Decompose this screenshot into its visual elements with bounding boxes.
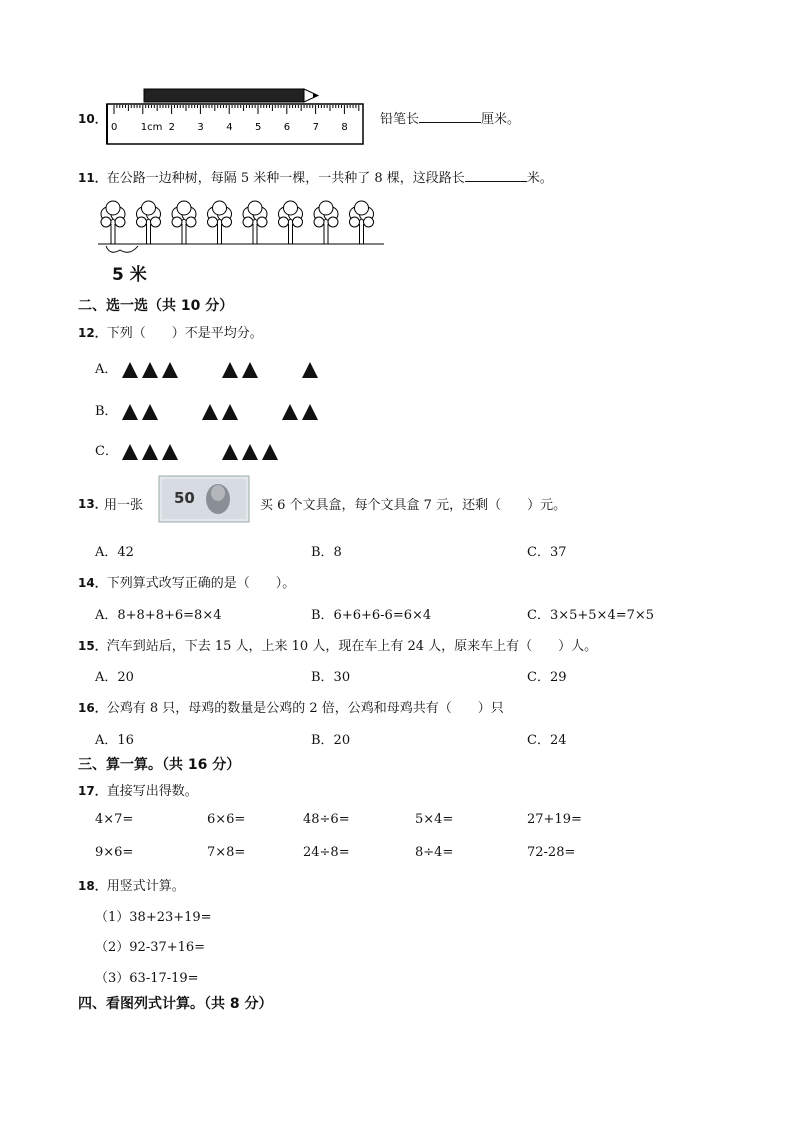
- triangle-icon: [162, 362, 178, 378]
- tree-icon: [101, 201, 125, 244]
- triangle-icon: [142, 404, 158, 420]
- q10-question: [380, 108, 520, 127]
- q17-row2-item-1[interactable]: 9×6=: [95, 845, 134, 860]
- triangle-icon: [282, 404, 298, 420]
- option-label: A．: [95, 362, 118, 377]
- tree-icon: [208, 201, 232, 244]
- q16-option-a[interactable]: A．16: [95, 733, 134, 748]
- triangle-groups: [122, 404, 322, 419]
- section3-title: 三、算一算。（共 16 分）: [78, 757, 241, 773]
- triangle-icon: [122, 404, 138, 420]
- q13-option-b[interactable]: B．8: [311, 545, 342, 560]
- q10-text-after: 厘米。: [481, 112, 521, 127]
- q18-question: [78, 875, 185, 894]
- q18-item-3[interactable]: （3）63-17-19=: [95, 971, 199, 986]
- tree-icon: [279, 201, 303, 244]
- q18-item-1[interactable]: （1）38+23+19=: [95, 910, 212, 925]
- q12-text: 下列（ ）不是平均分。: [106, 326, 263, 341]
- q17-question: [78, 780, 198, 799]
- q17-row2-item-5[interactable]: 72-28=: [527, 845, 576, 860]
- tree-icon: [350, 201, 374, 244]
- q14-option-c[interactable]: C．3×5+5×4=7×5: [527, 608, 655, 623]
- q17-row1-item-3[interactable]: 48÷6=: [303, 812, 350, 827]
- banknote-50-image: [158, 475, 250, 523]
- q13-text-before: 用一张: [104, 498, 144, 513]
- ruler-label: 1cm: [140, 122, 163, 133]
- q11-text-after: 米。: [526, 171, 553, 186]
- q16-option-b[interactable]: B．20: [311, 733, 351, 748]
- q12-question: [78, 322, 263, 341]
- q15-option-b[interactable]: B．30: [311, 670, 351, 685]
- triangle-icon: [142, 362, 158, 378]
- q18-text: 用竖式计算。: [106, 879, 185, 894]
- triangle-icon: [222, 444, 238, 460]
- q15-text: 汽车到站后，下去 15 人，上来 10 人，现在车上有 24 人，原来车上有（ ）人。: [106, 639, 598, 654]
- q17-row1-item-5[interactable]: 27+19=: [527, 812, 582, 827]
- section2-title: 二、选一选（共 10 分）: [78, 298, 234, 314]
- q14-option-b[interactable]: B．6+6+6-6=6×4: [311, 608, 432, 623]
- trees-image: [96, 200, 386, 260]
- triangle-icon: [162, 444, 178, 460]
- q17-number: 17．: [78, 784, 107, 798]
- ruler-label: 2: [168, 122, 175, 133]
- q11-interval-label: 5 米: [112, 265, 147, 285]
- triangle-icon: [122, 444, 138, 460]
- q17-row1-item-4[interactable]: 5×4=: [415, 812, 454, 827]
- ruler-label: 6: [283, 122, 291, 133]
- ruler-label: 0: [111, 122, 118, 133]
- q14-number: 14．: [78, 576, 107, 590]
- q17-text: 直接写出得数。: [106, 784, 198, 799]
- option-label: B．: [95, 404, 118, 419]
- q15-option-a[interactable]: A．20: [95, 670, 134, 685]
- ruler-label: 3: [197, 122, 204, 133]
- triangle-icon: [262, 444, 278, 460]
- ruler-label: 7: [312, 122, 319, 133]
- q14-question: [78, 572, 295, 591]
- q13-text-after: 买 6 个文具盒，每个文具盒 7 元，还剩（ ）元。: [260, 498, 567, 513]
- q11-question: [78, 167, 553, 186]
- ruler-label: 4: [226, 122, 233, 133]
- q10-number: 10．: [78, 112, 107, 126]
- ruler-pencil-image: [106, 84, 364, 146]
- q11-text-before: 在公路一边种树，每隔 5 米种一棵，一共种了 8 棵，这段路长: [106, 171, 465, 186]
- q17-row1-item-1[interactable]: 4×7=: [95, 812, 134, 827]
- q14-text: 下列算式改写正确的是（ ）。: [106, 576, 296, 591]
- interval-brace-icon: [106, 246, 138, 252]
- triangle-icon: [242, 444, 258, 460]
- triangle-icon: [302, 404, 318, 420]
- triangle-icon: [122, 362, 138, 378]
- q18-number: 18．: [78, 879, 107, 893]
- ruler-label: 5: [255, 122, 262, 133]
- triangle-icon: [202, 404, 218, 420]
- q15-question: [78, 635, 597, 654]
- pencil-icon: [144, 89, 318, 102]
- q16-number: 16．: [78, 701, 107, 715]
- q12-option-a[interactable]: [95, 358, 322, 378]
- q13-option-a[interactable]: A．42: [95, 545, 134, 560]
- tree-icon: [172, 201, 196, 244]
- q15-option-c[interactable]: C．29: [527, 670, 567, 685]
- triangle-icon: [222, 404, 238, 420]
- triangle-icon: [222, 362, 238, 378]
- triangle-groups: [122, 362, 322, 377]
- q18-item-2[interactable]: （2）92-37+16=: [95, 940, 206, 955]
- option-label: C．: [95, 444, 118, 459]
- q16-option-c[interactable]: C．24: [527, 733, 567, 748]
- q17-row2-item-3[interactable]: 24÷8=: [303, 845, 350, 860]
- tree-icon: [137, 201, 161, 244]
- q17-row1-item-2[interactable]: 6×6=: [207, 812, 246, 827]
- triangle-icon: [302, 362, 318, 378]
- q17-row2-item-4[interactable]: 8÷4=: [415, 845, 454, 860]
- q11-answer-blank[interactable]: [465, 169, 527, 182]
- q16-question: [78, 697, 504, 716]
- q14-option-a[interactable]: A．8+8+8+6=8×4: [95, 608, 222, 623]
- banknote-value: 50: [174, 489, 195, 507]
- section4-title: 四、看图列式计算。（共 8 分）: [78, 996, 273, 1012]
- triangle-icon: [142, 444, 158, 460]
- q12-option-b[interactable]: [95, 400, 322, 420]
- q17-row2-item-2[interactable]: 7×8=: [207, 845, 246, 860]
- tree-icon: [314, 201, 338, 244]
- q13-number: 13．: [78, 497, 107, 511]
- tree-icon: [243, 201, 267, 244]
- q13-option-c[interactable]: C．37: [527, 545, 567, 560]
- q11-number: 11．: [78, 171, 107, 185]
- q10-answer-blank[interactable]: [419, 110, 481, 123]
- q15-number: 15．: [78, 639, 107, 653]
- triangle-icon: [242, 362, 258, 378]
- q12-option-c[interactable]: [95, 440, 282, 460]
- q10-text-before: 铅笔长: [380, 112, 420, 127]
- triangle-groups: [122, 444, 282, 459]
- ruler-label: 8: [341, 122, 348, 133]
- q16-text: 公鸡有 8 只，母鸡的数量是公鸡的 2 倍，公鸡和母鸡共有（ ）只: [106, 701, 504, 716]
- q12-number: 12．: [78, 326, 107, 340]
